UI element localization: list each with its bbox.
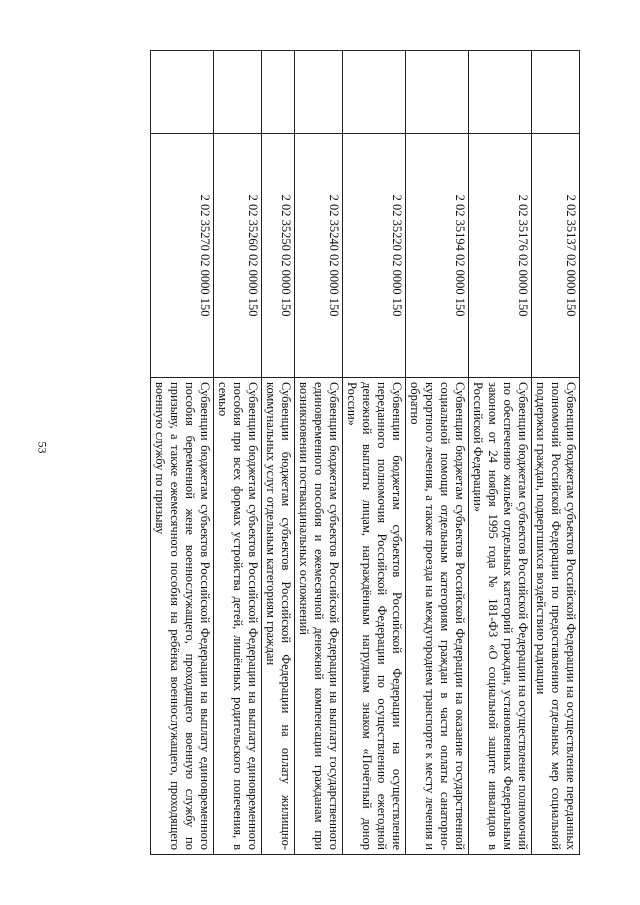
- budget-code-cell: 2 02 35250 02 0000 150: [262, 134, 295, 378]
- description-cell: Субвенции бюджетам субъектов Российской Федерации на выплату единовременного пособия беременной жене военнослужащего, проходящего военную службу по призыву, а также ежемесячного пособия на ребёнка военнослужащего, проходящего военную службу по призыву: [151, 378, 214, 855]
- table-body: [151, 51, 580, 855]
- description-cell: Субвенции бюджетам субъектов Российской Федерации на оказание государственной социальной помощи отдельным категориям граждан в части оплаты санаторно-курортного лечения, а также проезда на междугороднем транспорте к месту лечения и обратно: [406, 378, 469, 855]
- empty-cell: [532, 51, 580, 134]
- table-row: [469, 51, 532, 855]
- table-row: [532, 51, 580, 855]
- rotated-table-container: [80, 50, 580, 855]
- empty-cell: [406, 51, 469, 134]
- budget-code-cell: 2 02 35260 02 0000 150: [214, 134, 262, 378]
- description-cell: Субвенции бюджетам субъектов Российской Федерации на осуществление полномочий по обеспечению жильём отдельных категорий граждан, установленных Федеральным законом от 24 ноября 1995 года № 181-ФЗ «О социальной защите инвалидов в Российской Федерации»: [469, 378, 532, 855]
- empty-cell: [295, 51, 343, 134]
- empty-cell: [214, 51, 262, 134]
- table-row: [262, 51, 295, 855]
- table-row: [214, 51, 262, 855]
- page-number: 53: [35, 441, 50, 454]
- description-cell: Субвенции бюджетам субъектов Российской Федерации на выплату единовременного пособия при всех формах устройства детей, лишённых родительского попечения, в семью: [214, 378, 262, 855]
- table-row: [406, 51, 469, 855]
- budget-code-cell: 2 02 35240 02 0000 150: [295, 134, 343, 378]
- budget-code-cell: 2 02 35270 02 0000 150: [151, 134, 214, 378]
- empty-cell: [151, 51, 214, 134]
- description-cell: Субвенции бюджетам субъектов Российской Федерации на оплату жилищно-коммунальных услуг отдельным категориям граждан: [262, 378, 295, 855]
- table-row: [295, 51, 343, 855]
- table-row: [343, 51, 406, 855]
- budget-code-cell: 2 02 35176 02 0000 150: [469, 134, 532, 378]
- description-cell: Субвенции бюджетам субъектов Российской Федерации на выплату государственного единовременного пособия и ежемесячной денежной компенсации гражданам при возникновении поствакцинальных осложнений: [295, 378, 343, 855]
- empty-cell: [343, 51, 406, 134]
- budget-code-cell: 2 02 35220 02 0000 150: [343, 134, 406, 378]
- description-cell: Субвенции бюджетам субъектов Российской Федерации на осуществление переданных полномочий Российской Федерации по предоставлению отдельных мер социальной поддержки граждан, подвергшихся воздействию радиации: [532, 378, 580, 855]
- budget-code-table: [150, 50, 580, 855]
- budget-code-cell: 2 02 35137 02 0000 150: [532, 134, 580, 378]
- description-cell: Субвенции бюджетам субъектов Российской Федерации на осуществление переданного полномочия Российской Федерации по осуществлению ежегодной денежной выплаты лицам, награждённым нагрудным знаком «Почётный донор России»: [343, 378, 406, 855]
- empty-cell: [262, 51, 295, 134]
- budget-code-cell: 2 02 35194 02 0000 150: [406, 134, 469, 378]
- table-row: [151, 51, 214, 855]
- empty-cell: [469, 51, 532, 134]
